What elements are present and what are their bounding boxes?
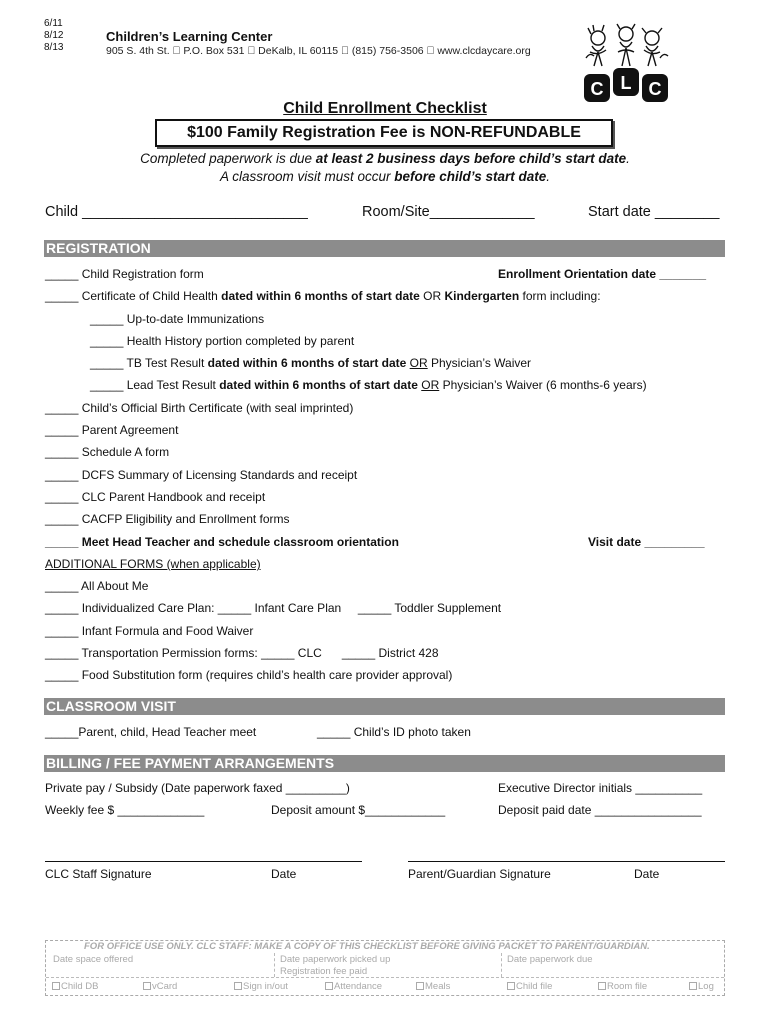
page-title: Child Enrollment Checklist <box>283 100 487 117</box>
paperwork-picked-up-label: Date paperwork picked up <box>280 954 391 965</box>
checkbox-label: vCard <box>152 981 178 992</box>
item-text: OR <box>409 356 428 370</box>
checkbox-icon <box>234 982 242 990</box>
checklist-item[interactable]: _____ Schedule A form <box>45 445 170 459</box>
office-checkbox[interactable] <box>52 981 99 992</box>
classroom-visit-heading: CLASSROOM VISIT <box>44 698 725 715</box>
visit-date-field[interactable]: Visit date _________ <box>588 535 705 549</box>
due-line-2 <box>0 169 770 184</box>
due-text: A classroom visit must occur <box>219 169 395 184</box>
staff-signature-line[interactable] <box>45 861 362 862</box>
item-text: Physician’s Waiver (6 months-6 years) <box>439 378 647 392</box>
logo-letter: C <box>590 79 604 99</box>
due-line-1 <box>0 151 770 166</box>
checkbox-icon <box>689 982 697 990</box>
item-emphasis: Meet Head Teacher and schedule classroom orientation <box>81 535 399 549</box>
checkbox-icon <box>598 982 606 990</box>
office-checkbox[interactable] <box>689 981 714 992</box>
version-date: 8/12 <box>44 30 64 41</box>
office-divider <box>501 953 503 977</box>
private-pay-field[interactable]: Private pay / Subsidy (Date paperwork faxed _________) <box>45 781 350 795</box>
checklist-item[interactable]: _____ CACFP Eligibility and Enrollment forms <box>45 512 290 526</box>
billing-heading: BILLING / FEE PAYMENT ARRANGEMENTS <box>44 755 725 772</box>
checkbox-label: Meals <box>425 981 451 992</box>
staff-date-label: Date <box>271 867 297 881</box>
org-address: 905 S. 4th St. P.O. Box 531 DeKalb, IL 60115 (815) 756-3506 www.clcdaycare.org <box>106 45 488 57</box>
checkbox-label: Child DB <box>61 981 99 992</box>
version-date: 8/13 <box>44 42 64 53</box>
checklist-item[interactable]: _____ Parent Agreement <box>45 423 179 437</box>
start-date-field[interactable]: Start date ________ <box>588 204 720 220</box>
office-checkbox[interactable] <box>234 981 288 992</box>
checklist-subitem[interactable]: _____ Up-to-date Immunizations <box>90 312 265 326</box>
paperwork-due-label: Date paperwork due <box>507 954 593 965</box>
org-name: Children’s Learning Center <box>106 29 273 44</box>
clc-logo <box>580 22 672 106</box>
item-text: OR <box>419 289 445 303</box>
item-emphasis: Kindergarten <box>444 289 520 303</box>
office-checkbox[interactable] <box>416 981 450 992</box>
parent-signature-label: Parent/Guardian Signature <box>408 867 551 881</box>
checklist-subitem[interactable] <box>90 378 647 392</box>
registration-heading: REGISTRATION <box>44 240 725 257</box>
item-text: _____ Certificate of Child Health <box>45 289 222 303</box>
checkbox-icon <box>143 982 151 990</box>
checklist-item[interactable]: _____ Transportation Permission forms: _____ CLC _____ District 428 <box>45 646 439 660</box>
deposit-date-field[interactable]: Deposit paid date ________________ <box>498 803 702 817</box>
deposit-amount-field[interactable]: Deposit amount $____________ <box>271 803 446 817</box>
kids-illustration <box>580 22 672 106</box>
weekly-fee-field[interactable]: Weekly fee $ _____________ <box>45 803 205 817</box>
due-text: . <box>546 169 551 184</box>
checkbox-label: Log <box>698 981 714 992</box>
due-emphasis: before child’s start date <box>394 169 547 184</box>
due-text: Completed paperwork is due <box>140 151 316 166</box>
date-space-offered-label: Date space offered <box>53 954 134 965</box>
office-divider <box>274 953 276 977</box>
checklist-subitem[interactable] <box>90 356 531 370</box>
version-dates <box>44 18 63 54</box>
checkbox-icon <box>507 982 515 990</box>
item-text: Physician’s Waiver <box>427 356 532 370</box>
checklist-item[interactable]: _____ All About Me <box>45 579 149 593</box>
parent-date-label: Date <box>634 867 660 881</box>
item-text: form including: <box>519 289 601 303</box>
item-emphasis: dated within 6 months of start date <box>221 289 420 303</box>
child-field[interactable]: Child ____________________________ <box>45 204 308 220</box>
office-checkbox[interactable] <box>143 981 177 992</box>
checklist-item[interactable]: _____ Child’s Official Birth Certificate (with seal imprinted) <box>45 401 354 415</box>
office-checkbox[interactable] <box>325 981 382 992</box>
checklist-subitem[interactable]: _____ Health History portion completed by parent <box>90 334 355 348</box>
checklist-item[interactable] <box>45 289 601 303</box>
version-date: 6/11 <box>44 18 63 29</box>
item-text: OR <box>421 378 440 392</box>
item-text: _____ TB Test Result <box>90 356 208 370</box>
staff-signature-label: CLC Staff Signature <box>45 867 152 881</box>
checklist-item[interactable]: _____Parent, child, Head Teacher meet <box>45 725 257 739</box>
additional-forms-heading: ADDITIONAL FORMS (when applicable) <box>45 557 261 571</box>
checkbox-label: Sign in/out <box>243 981 288 992</box>
checklist-item[interactable] <box>45 535 399 549</box>
office-checkbox[interactable] <box>598 981 647 992</box>
due-emphasis: at least 2 business days before child’s start date <box>315 151 627 166</box>
checklist-item[interactable]: _____ Infant Formula and Food Waiver <box>45 624 254 638</box>
item-text: _____ <box>45 535 82 549</box>
item-emphasis: dated within 6 months of start date <box>219 378 418 392</box>
checkbox-label: Child file <box>516 981 553 992</box>
checklist-item[interactable]: _____ Food Substitution form (requires child’s health care provider approval) <box>45 668 453 682</box>
checkbox-label: Room file <box>607 981 648 992</box>
due-text: . <box>626 151 630 166</box>
room-site-field[interactable]: Room/Site_____________ <box>362 204 535 220</box>
item-text: _____ Lead Test Result <box>90 378 220 392</box>
checkbox-icon <box>52 982 60 990</box>
checklist-item[interactable]: _____ Child’s ID photo taken <box>317 725 471 739</box>
checkbox-icon <box>325 982 333 990</box>
orientation-date-field[interactable]: Enrollment Orientation date _______ <box>498 267 707 281</box>
checkbox-icon <box>416 982 424 990</box>
registration-fee-paid-label: Registration fee paid <box>280 966 368 977</box>
checklist-item[interactable]: _____ CLC Parent Handbook and receipt <box>45 490 266 504</box>
checklist-item[interactable]: _____ DCFS Summary of Licensing Standards and receipt <box>45 468 358 482</box>
office-use-box <box>45 940 725 996</box>
checkbox-label: Attendance <box>334 981 383 992</box>
exec-director-initials-field[interactable]: Executive Director initials __________ <box>498 781 703 795</box>
checklist-item[interactable]: _____ Individualized Care Plan: _____ Infant Care Plan _____ Toddler Supplement <box>45 601 502 615</box>
fee-notice: $100 Family Registration Fee is NON-REFUNDABLE <box>155 119 613 147</box>
office-use-heading: FOR OFFICE USE ONLY. CLC STAFF: MAKE A COPY OF THIS CHECKLIST BEFORE GIVING PACKET TO PARENT/GUARDIAN. <box>84 941 650 952</box>
item-emphasis: dated within 6 months of start date <box>207 356 407 370</box>
office-divider <box>46 977 724 978</box>
logo-letter: L <box>620 73 632 93</box>
logo-letter: C <box>648 79 662 99</box>
parent-signature-line[interactable] <box>408 861 725 862</box>
office-checkbox[interactable] <box>507 981 552 992</box>
checklist-item[interactable]: _____ Child Registration form <box>45 267 204 281</box>
